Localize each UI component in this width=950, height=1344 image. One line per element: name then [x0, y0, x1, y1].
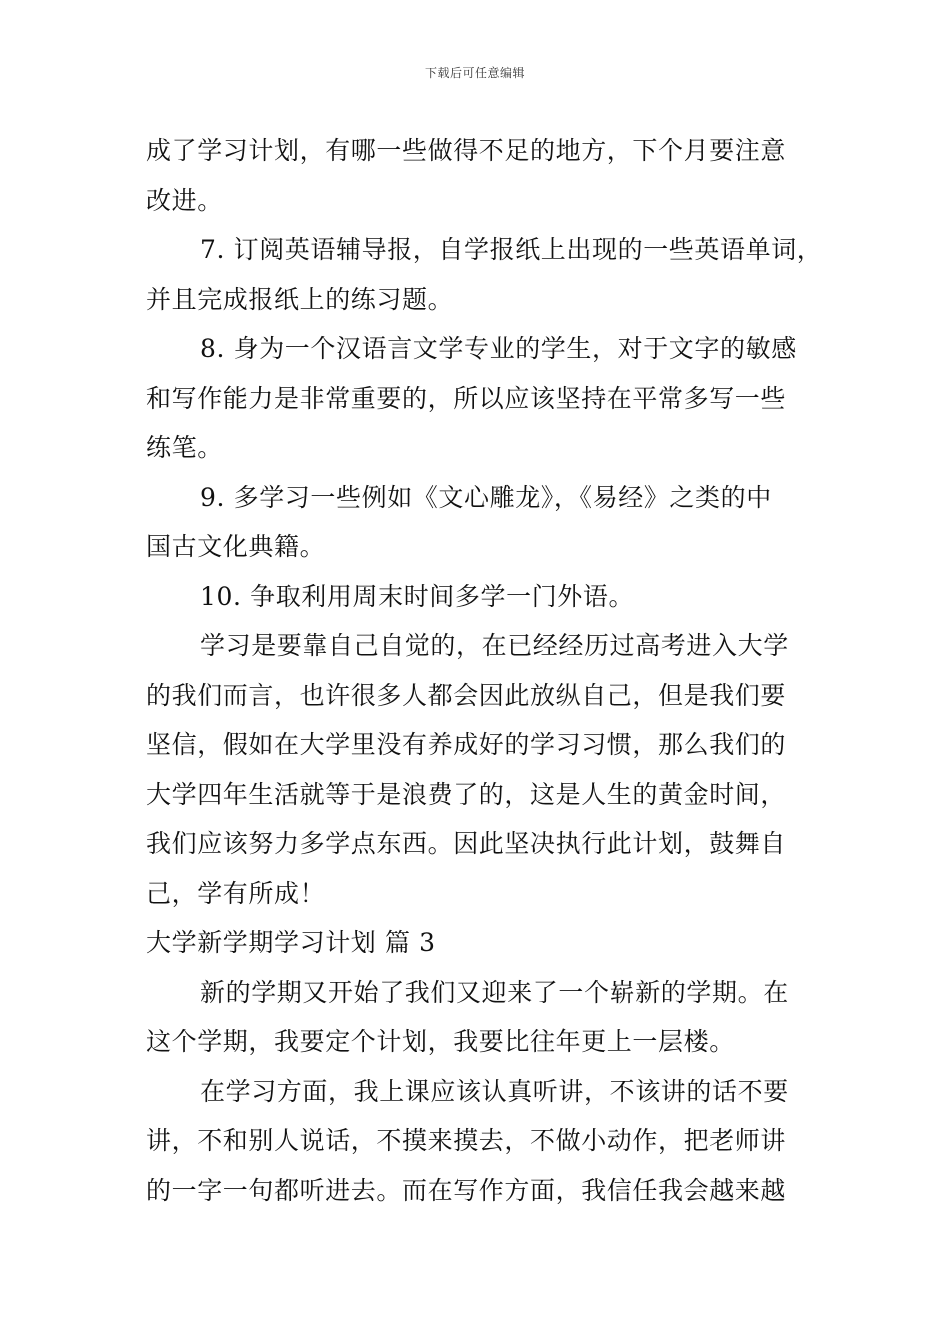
- text-line: 成了学习计划，有哪一些做得不足的地方，下个月要注意: [146, 136, 787, 165]
- list-item-9: 9. 多学习一些例如《文心雕龙》，《易经》之类的中: [200, 482, 772, 512]
- paragraph-start: 学习是要靠自己自觉的，在已经经历过高考进入大学: [200, 631, 789, 660]
- text-line: 国古文化典籍。: [146, 532, 326, 561]
- text-line: 和写作能力是非常重要的，所以应该坚持在平常多写一些: [146, 383, 787, 413]
- text-line: 这个学期，我要定个计划，我要比往年更上一层楼。: [146, 1027, 735, 1056]
- text-line: 己，学有所成！: [146, 878, 326, 908]
- text-line: 讲，不和别人说话，不摸来摸去，不做小动作，把老师讲: [146, 1126, 787, 1155]
- paragraph-start: 在学习方面，我上课应该认真听讲，不该讲的话不要: [200, 1076, 789, 1106]
- text-line: 坚信，假如在大学里没有养成好的学习习惯，那么我们的: [146, 730, 787, 759]
- text-line: 练笔。: [146, 433, 223, 462]
- list-item-8: 8. 身为一个汉语言文学专业的学生，对于文字的敏感: [200, 334, 797, 363]
- paragraph-start: 新的学期又开始了我们又迎来了一个崭新的学期。在: [200, 977, 789, 1007]
- text-line: 并且完成报纸上的练习题。: [146, 284, 454, 314]
- document-body: [146, 126, 823, 1215]
- text-line: 的一字一句都听进去。而在写作方面，我信任我会越来越: [146, 1175, 787, 1205]
- text-line: 改进。: [146, 185, 223, 215]
- list-item-7: 7. 订阅英语辅导报，自学报纸上出现的一些英语单词，: [200, 235, 823, 264]
- section-heading: 大学新学期学习计划 篇 3: [146, 928, 436, 957]
- text-line: 大学四年生活就等于是浪费了的，这是人生的黄金时间，: [146, 779, 787, 809]
- text-line: 的我们而言，也许很多人都会因此放纵自己，但是我们要: [146, 680, 787, 710]
- page-header: 下载后可任意编辑: [424, 66, 525, 80]
- text-line: 我们应该努力多学点东西。因此坚决执行此计划，鼓舞自: [146, 829, 787, 858]
- list-item-10: 10. 争取利用周末时间多学一门外语。: [200, 581, 635, 611]
